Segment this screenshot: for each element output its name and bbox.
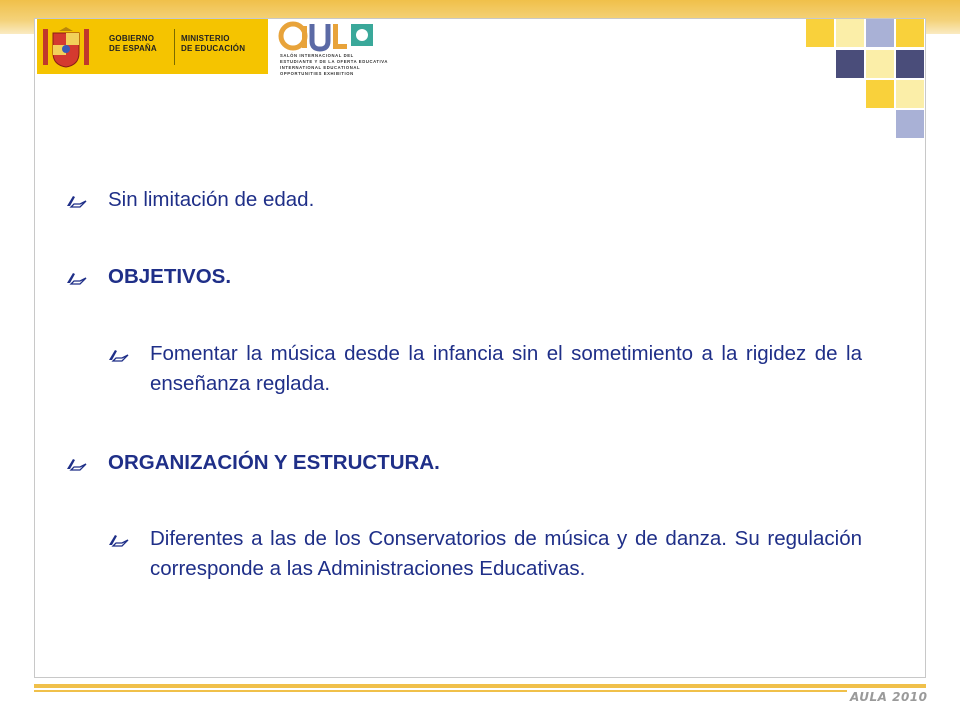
bullet-arrow-icon <box>108 347 130 363</box>
deco-square <box>896 80 924 108</box>
bullet-text: Sin limitación de edad. <box>108 188 315 211</box>
coat-of-arms-icon <box>43 25 89 69</box>
deco-square <box>836 50 864 78</box>
logo-divider <box>174 29 175 65</box>
footer-aula-logo: AULA 2010 <box>847 690 931 704</box>
ministerio-line2: DE EDUCACIÓN <box>181 44 246 53</box>
aula-subtitle-3: INTERNATIONAL EDUCATIONAL <box>280 65 361 70</box>
deco-square <box>866 19 894 47</box>
deco-square <box>896 19 924 47</box>
bullet-text: OBJETIVOS. <box>108 265 232 288</box>
bullet-text: Fomentar la música desde la infancia sin el sometimiento a la rigidez de la enseñanza reglada. <box>150 342 862 395</box>
aula-logo <box>272 19 389 77</box>
bullet-arrow-icon <box>66 270 88 286</box>
aula-subtitle-1: SALÓN INTERNACIONAL DEL <box>280 53 354 58</box>
bullet-text: Diferentes a las de los Conservatorios de música y de danza. Su regulación corresponde a las Administraciones Educativas. <box>150 527 862 580</box>
aula-wordmark-icon <box>276 19 376 53</box>
bullet-item <box>108 339 862 403</box>
gobierno-line2: DE ESPAÑA <box>109 44 157 53</box>
gobierno-logo <box>37 19 268 74</box>
aula-subtitle-4: OPPORTUNITIES EXHIBITION <box>280 71 354 76</box>
bullet-arrow-icon <box>66 456 88 472</box>
deco-square <box>896 110 924 138</box>
bullet-text: ORGANIZACIÓN Y ESTRUCTURA. <box>108 451 440 474</box>
deco-square <box>806 19 834 47</box>
aula-subtitle-2: ESTUDIANTE Y DE LA OFERTA EDUCATIVA <box>280 59 389 64</box>
bullet-item <box>108 524 862 620</box>
deco-square <box>866 80 894 108</box>
gobierno-line1: GOBIERNO <box>109 34 155 43</box>
bullet-arrow-icon <box>108 532 130 548</box>
deco-square <box>896 50 924 78</box>
deco-square <box>836 19 864 47</box>
footer-line <box>34 690 926 692</box>
deco-square <box>866 50 894 78</box>
bullet-arrow-icon <box>66 193 88 209</box>
ministerio-line1: MINISTERIO <box>181 34 230 43</box>
footer-line <box>34 684 926 688</box>
